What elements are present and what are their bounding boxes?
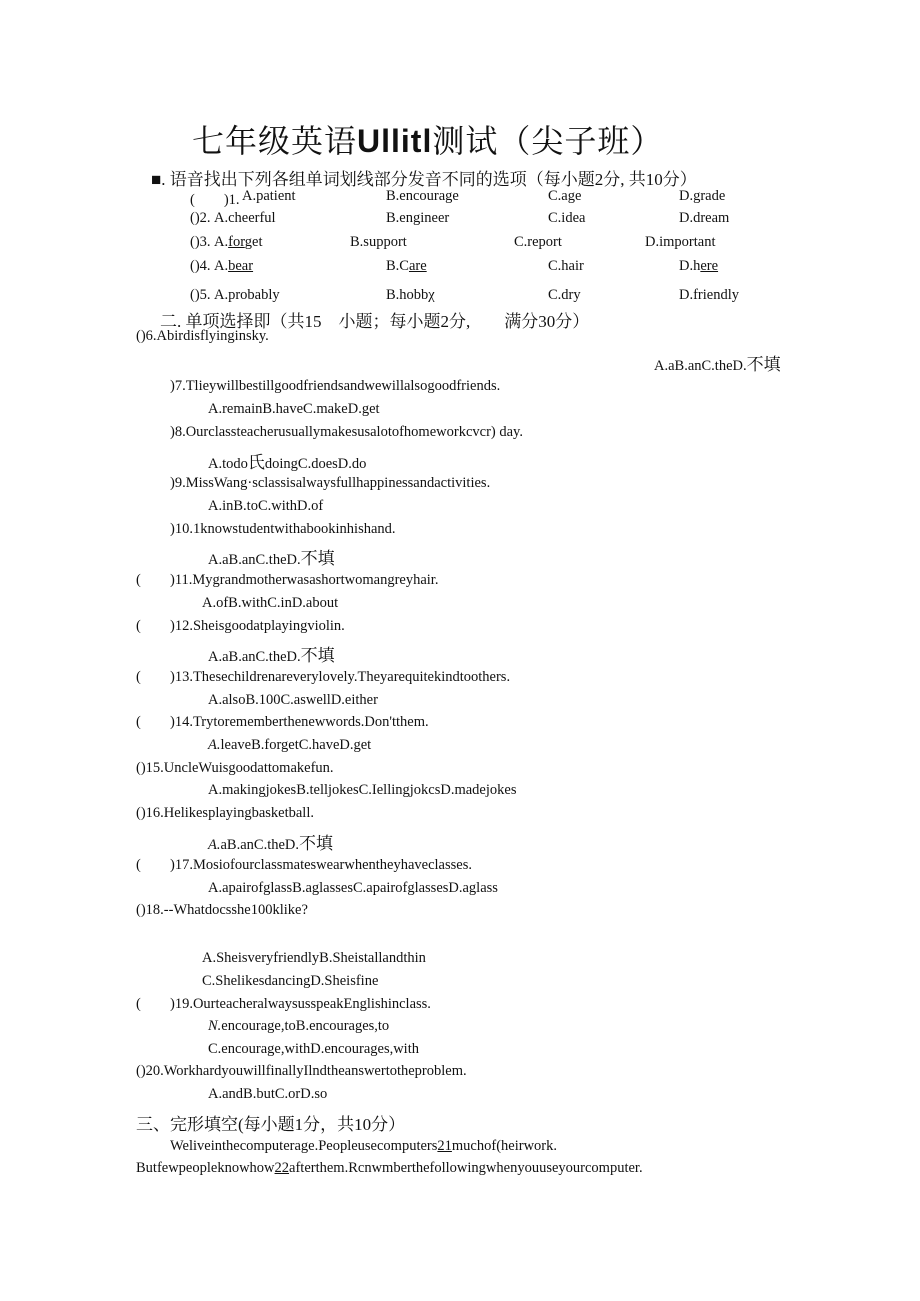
options-text: A.aB.anC.theD. — [654, 358, 747, 374]
options-text-a: A.todo — [208, 456, 248, 472]
options-text: A.aB.anC.theD. — [208, 649, 301, 665]
question-13: )13.Thesechildrenareverylovely.Theyarequitekindtoothers. — [170, 669, 511, 685]
title-part-cjk-1: 七年级英语 — [192, 123, 358, 159]
phonetics-q4-number: ()4. — [190, 258, 211, 274]
question-8: )8.Ourclassteacherusuallymakesusalotofhomeworkcvcr) day. — [170, 424, 523, 440]
underlined-part: bear — [228, 258, 254, 274]
question-12: )12.Sheisgoodatplayingviolin. — [170, 618, 345, 634]
question-17: )17.Mosiofourclassmateswearwhentheyhaveclasses. — [170, 857, 472, 873]
question-14-paren: ( — [136, 714, 141, 730]
passage-text: muchof(heirwork. — [451, 1138, 557, 1154]
question-6-options — [654, 350, 781, 375]
phonetics-q3-option-d: D.important — [645, 234, 716, 250]
question-14-options — [208, 737, 371, 754]
underlined-part: are — [408, 258, 427, 274]
title-part-latin: Ullitl — [357, 123, 433, 159]
phonetics-q2-option-a: A.cheerful — [214, 210, 276, 226]
phonetics-q3-option-b: B.support — [350, 234, 407, 250]
question-10: )10.1knowstudentwithabookinhishand. — [170, 521, 396, 537]
question-6: ()6.Abirdisflyinginsky. — [136, 328, 269, 344]
question-7: )7.Tlieywillbestillgoodfriendsandwewillalsogoodfriends. — [170, 378, 501, 394]
question-7-options: A.remainB.haveC.makeD.get — [208, 401, 380, 417]
options-italic-prefix: A. — [208, 837, 221, 853]
options-text: aB.anC.theD. — [220, 837, 300, 853]
question-19-options-line1 — [208, 1018, 389, 1035]
blank-21: 21 — [437, 1138, 452, 1154]
question-15: ()15.UncleWuisgoodattomakefun. — [136, 760, 334, 776]
section1-heading: ■. 语音找出下列各组单词划线部分发音不同的选项（每小题2分, 共10分） — [151, 170, 697, 189]
question-16: ()16.Helikesplayingbasketball. — [136, 805, 314, 821]
question-19-options-line2: C.encourage,withD.encourages,with — [208, 1041, 419, 1057]
section2-heading: 二. 单项选择即（共15 小题；每小题2分, 满分30分） — [160, 312, 590, 331]
passage-text: Weliveinthecomputerage.Peopleusecomputers — [170, 1138, 438, 1154]
question-13-options: A.alsoB.100C.aswellD.either — [208, 692, 378, 708]
phonetics-q2-option-b: B.engineer — [386, 210, 450, 226]
options-text: A.aB.anC.theD. — [208, 552, 301, 568]
question-12-paren: ( — [136, 618, 141, 634]
phonetics-q3-option-c: C.report — [514, 234, 562, 250]
question-14: )14.Trytorememberthenewwords.Don'tthem. — [170, 714, 429, 730]
phonetics-q2-number: ()2. — [190, 210, 211, 226]
phonetics-q5-number: ()5. — [190, 287, 211, 303]
option-prefix: D.h — [679, 258, 701, 274]
question-18-options-line2: C.ShelikesdancingD.Sheisfine — [202, 973, 379, 989]
passage-text: Butfewpeopleknowhow — [136, 1160, 275, 1176]
question-18-options-line1: A.SheisveryfriendlyB.Sheistallandthin — [202, 950, 426, 966]
phonetics-q3-number: ()3. — [190, 234, 211, 250]
option-prefix: A. — [214, 258, 229, 274]
phonetics-q5-option-c: C.dry — [548, 287, 581, 303]
phonetics-q5-option-d: D.friendly — [679, 287, 739, 303]
phonetics-q1-option-b: B.encourage — [386, 188, 459, 204]
question-11-paren: ( — [136, 572, 141, 588]
phonetics-q2-option-d: D.dream — [679, 210, 730, 226]
question-17-options: A.apairofglassB.aglassesC.apairofglassesD.aglass — [208, 880, 498, 896]
options-cjk: 不填 — [300, 549, 335, 568]
question-12-options — [208, 641, 335, 666]
passage-text: afterthem.Rcnwmberthefollowingwhenyouuseyourcomputer. — [289, 1160, 643, 1176]
phonetics-q1-option-a: A.patient — [242, 188, 296, 204]
cloze-passage-line-1 — [170, 1138, 557, 1155]
question-20-options: A.andB.butC.orD.so — [208, 1086, 328, 1102]
question-13-paren: ( — [136, 669, 141, 685]
phonetics-q1-option-c: C.age — [548, 188, 582, 204]
option-rest: get — [244, 234, 263, 250]
question-19-paren: ( — [136, 996, 141, 1012]
phonetics-q4-option-b — [386, 258, 427, 275]
phonetics-q1-option-d: D.grade — [679, 188, 726, 204]
cloze-passage-line-2 — [136, 1160, 643, 1177]
options-text: encourage,toB.encourages,to — [221, 1018, 390, 1034]
question-11-options: A.ofB.withC.inD.about — [202, 595, 339, 611]
question-20: ()20.WorkhardyouwillfinallyIlndtheanswertotheproblem. — [136, 1063, 467, 1079]
phonetics-q4-option-d — [679, 258, 718, 275]
options-cjk: 氏 — [247, 453, 265, 472]
phonetics-q1-number: ( )1. — [190, 192, 240, 208]
question-10-options — [208, 544, 335, 569]
question-9-options: A.inB.toC.withD.of — [208, 498, 324, 514]
section3-heading: 三、完形填空(每小题1分，共10分） — [136, 1115, 406, 1134]
question-17-paren: ( — [136, 857, 141, 873]
options-italic-prefix: A. — [208, 737, 221, 753]
question-8-options — [208, 448, 366, 473]
phonetics-q4-option-a — [214, 258, 253, 275]
option-prefix: A. — [214, 234, 229, 250]
phonetics-q5-option-a: A.probably — [214, 287, 280, 303]
question-11: )11.Mygrandmotherwasashortwomangreyhair. — [170, 572, 439, 588]
title-part-cjk-2: 测试（尖子班） — [432, 123, 664, 159]
page-title — [192, 116, 663, 162]
phonetics-q2-option-c: C.idea — [548, 210, 586, 226]
options-cjk: 不填 — [746, 355, 781, 374]
question-16-options — [208, 829, 333, 854]
question-9: )9.MissWang·sclassisalwaysfullhappinessandactivities. — [170, 475, 491, 491]
question-18: ()18.--Whatdocsshe100klike? — [136, 902, 308, 918]
options-text-b: doingC.doesD.do — [264, 456, 367, 472]
underlined-part: ere — [700, 258, 719, 274]
options-cjk: 不填 — [299, 834, 334, 853]
phonetics-q4-option-c: C.hair — [548, 258, 584, 274]
phonetics-q3-option-a — [214, 234, 262, 251]
question-15-options: A.makingjokesB.telljokesC.IellingjokcsD.madejokes — [208, 782, 517, 798]
options-italic-prefix: N. — [208, 1018, 222, 1034]
option-prefix: B.C — [386, 258, 409, 274]
options-text: leaveB.forgetC.haveD.get — [220, 737, 372, 753]
options-cjk: 不填 — [300, 646, 335, 665]
blank-22: 22 — [274, 1160, 290, 1176]
underlined-part: for — [228, 234, 245, 250]
phonetics-q5-option-b: B.hobbχ — [386, 287, 435, 303]
question-19: )19.OurteacheralwaysusspeakEnglishinclass. — [170, 996, 431, 1012]
